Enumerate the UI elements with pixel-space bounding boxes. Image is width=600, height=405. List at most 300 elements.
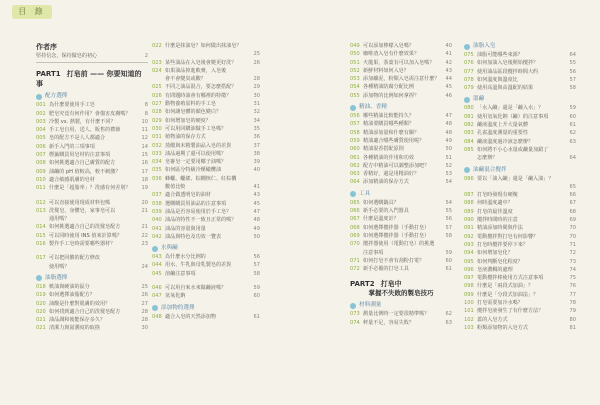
toc-entry[interactable] (464, 299, 576, 307)
entry-number: 096 (464, 266, 474, 273)
entry-title: 製作手工皂時需要哪些器材？ (49, 241, 116, 248)
entry-title (477, 183, 568, 191)
toc-entry[interactable] (464, 59, 576, 67)
toc-entry[interactable] (36, 263, 148, 271)
toc-entry[interactable] (350, 199, 452, 207)
entry-number: 008 (36, 160, 46, 167)
entry-page: 26 (253, 59, 260, 66)
entry-number: 028 (152, 109, 162, 116)
entry-number: 043 (152, 254, 162, 261)
toc-entry[interactable] (152, 100, 260, 108)
entry-number: 021 (36, 325, 46, 332)
toc-entry[interactable] (350, 145, 452, 153)
contents-badge: 目 錄 (12, 5, 52, 19)
entry-number: 059 (350, 137, 360, 144)
toc-entry[interactable] (152, 292, 260, 300)
toc-entry[interactable] (350, 59, 452, 67)
toc-entry[interactable]: 堅持信念，保持做皂的初心 2 (36, 53, 148, 59)
entry-title: 怎麼辦？ (477, 155, 498, 162)
entry-page: 16 (141, 160, 148, 167)
toc-entry[interactable] (464, 113, 576, 121)
entry-number: 049 (350, 43, 360, 49)
entry-title: 如何加油入皂後開始攪拌？ (477, 60, 539, 67)
entry-page: 12 (141, 135, 148, 142)
toc-entry[interactable] (464, 121, 576, 129)
toc-entry[interactable] (350, 232, 452, 240)
entry-number: 051 (350, 59, 360, 66)
entry-number: 050 (350, 51, 360, 58)
entry-title: 油品與特色及功效一覽表 (165, 233, 222, 240)
toc-entry[interactable] (350, 319, 452, 327)
toc-entry[interactable] (152, 92, 260, 100)
toc-entry[interactable] (464, 175, 576, 183)
toc-entry[interactable] (350, 67, 452, 75)
toc-entry[interactable] (152, 67, 260, 75)
toc-entry[interactable] (152, 158, 260, 166)
toc-entry[interactable] (350, 112, 452, 120)
toc-entry[interactable] (464, 76, 576, 84)
entry-number: 058 (350, 129, 360, 136)
entry-number: 067 (350, 216, 360, 223)
entry-page: 46 (445, 92, 452, 99)
entry-number: 031 (152, 134, 162, 141)
entry-title: 什麼是「超脂率」？洗感有何差別？ (49, 185, 131, 192)
toc-entry[interactable] (464, 224, 576, 232)
entry-title: 會不會變臭或酸？ (165, 76, 206, 83)
entry-title: 洗髮皂，身體皂，家事皂可以 (49, 207, 116, 214)
entry-page: 78 (569, 300, 576, 307)
toc-entry[interactable] (152, 284, 260, 292)
toc-entry[interactable] (464, 307, 576, 315)
entry-page: 21 (141, 224, 148, 231)
toc-entry[interactable] (152, 200, 260, 208)
toc-entry[interactable] (152, 183, 260, 191)
toc-entry[interactable] (350, 75, 452, 83)
entry-number: 044 (152, 262, 162, 269)
entry-number: 048 (152, 313, 162, 320)
entry-page: 29 (253, 84, 260, 91)
entry-number: 056 (350, 113, 360, 120)
entry-title: 電動攪拌棒使用方式注意事項 (477, 275, 544, 282)
section-bullet-icon (464, 44, 470, 50)
toc-entry[interactable] (464, 68, 576, 76)
toc-entry[interactable] (464, 266, 576, 274)
entry-number: 102 (464, 316, 474, 323)
toc-entry[interactable] (350, 310, 452, 318)
entry-page: 31 (253, 101, 260, 108)
toc-entry[interactable] (36, 110, 148, 118)
entry-number: 024 (152, 67, 162, 74)
entry-page: 40 (445, 43, 452, 49)
toc-entry[interactable] (36, 291, 148, 299)
toc-entry[interactable] (464, 216, 576, 224)
entry-page: 32 (253, 109, 260, 116)
toc-entry[interactable] (36, 254, 148, 262)
entry-number: 027 (152, 101, 162, 108)
toc-entry[interactable] (36, 159, 148, 167)
entry-page: 81 (569, 324, 576, 331)
toc-entry[interactable] (464, 249, 576, 257)
entry-title: 冷製 vs. 熱製，有什麼不同？ (49, 118, 116, 125)
entry-number: 002 (36, 110, 46, 117)
toc-entry[interactable] (464, 104, 576, 112)
entry-page: 55 (445, 208, 452, 215)
toc-entry[interactable] (152, 175, 260, 183)
entry-page: 59 (569, 105, 576, 112)
section-bullet-icon (464, 97, 470, 103)
toc-entry[interactable] (464, 324, 576, 332)
entry-number: 016 (36, 241, 46, 248)
toc-entry[interactable] (152, 50, 260, 58)
toc-entry[interactable] (152, 117, 260, 125)
entry-number: 005 (36, 135, 46, 142)
toc-entry[interactable] (350, 50, 452, 58)
toc-entry[interactable] (464, 316, 576, 324)
entry-page: 28 (253, 76, 260, 83)
entry-title: 添加物的比例如何拿捏？ (363, 92, 420, 99)
entry-page: 34 (253, 117, 260, 124)
toc-entry[interactable] (36, 199, 148, 207)
entry-number: 103 (464, 324, 474, 331)
entry-page: 10 (141, 118, 148, 125)
entry-page: 35 (253, 125, 260, 132)
toc-entry[interactable] (350, 154, 452, 162)
toc-entry[interactable] (152, 261, 260, 269)
entry-page: 64 (569, 52, 576, 58)
entry-number: 098 (464, 283, 474, 290)
toc-entry[interactable] (36, 126, 148, 134)
entry-number: 062 (350, 162, 360, 169)
preface-title: 作者序 (36, 43, 57, 51)
toc-entry[interactable] (36, 168, 148, 176)
toc-entry[interactable] (350, 215, 452, 223)
entry-number: 075 (464, 52, 474, 58)
toc-column-1 (36, 42, 148, 333)
entry-page: 63 (569, 138, 576, 145)
entry-title: 可以用自來水來做鹼液嗎？ (165, 285, 227, 292)
entry-number: 085 (464, 146, 474, 153)
toc-entry[interactable] (152, 270, 260, 278)
toc-entry[interactable] (464, 191, 576, 199)
toc-entry[interactable] (464, 129, 576, 137)
entry-page: 8 (144, 102, 148, 109)
entry-page: 43 (445, 67, 452, 74)
toc-entry[interactable] (152, 253, 260, 261)
entry-page: 15 (141, 152, 148, 159)
toc-entry[interactable] (152, 216, 260, 224)
toc-entry[interactable] (350, 83, 452, 91)
entry-number: 069 (350, 232, 360, 239)
toc-entry[interactable] (36, 143, 148, 151)
toc-entry[interactable] (350, 224, 452, 232)
entry-page: 47 (445, 113, 452, 120)
entry-title: 油鹼的 pH 值較高，較不刺激？ (49, 168, 121, 175)
entry-page: 42 (445, 59, 452, 66)
toc-entry[interactable] (350, 170, 452, 178)
entry-number: 023 (152, 59, 162, 66)
toc-entry[interactable] (464, 241, 576, 249)
toc-entry[interactable] (36, 223, 148, 231)
toc-entry[interactable] (36, 207, 148, 215)
entry-number: 095 (464, 258, 474, 265)
entry-title: 動物養殖原料的手工皂 (165, 101, 216, 108)
entry-title: 可以把回饋的配方修改 (49, 255, 100, 262)
toc-entry[interactable] (350, 265, 452, 273)
entry-page: 73 (569, 258, 576, 265)
entry-title: 如何增加皂的硬度？ (165, 117, 211, 124)
entry-page: 58 (253, 270, 260, 277)
entry-number: 006 (36, 143, 46, 150)
entry-number: 100 (464, 300, 474, 307)
entry-page: 20 (141, 199, 148, 206)
entry-page: 58 (445, 232, 452, 239)
entry-page: 19 (141, 185, 148, 192)
entry-page: 60 (253, 293, 260, 300)
entry-number: 009 (36, 168, 46, 175)
entry-page: 52 (445, 162, 452, 169)
toc-entry[interactable] (152, 42, 260, 50)
toc-column-2 (152, 42, 260, 321)
entry-page: 79 (569, 308, 576, 315)
toc-entry[interactable] (350, 249, 452, 257)
entry-page: 61 (569, 122, 576, 129)
toc-entry[interactable] (464, 138, 576, 146)
entry-page: 57 (445, 224, 452, 231)
toc-entry[interactable] (350, 162, 452, 170)
entry-page: 45 (445, 84, 452, 91)
entry-title: 溶鹼注意事項 (165, 270, 196, 277)
toc-entry[interactable] (350, 129, 452, 137)
entry-page: 43 (253, 192, 260, 199)
toc-entry[interactable] (36, 118, 148, 126)
toc-entry[interactable] (36, 308, 148, 316)
entry-number: 094 (464, 250, 474, 257)
toc-entry[interactable] (464, 208, 576, 216)
entry-page: 64 (569, 155, 576, 162)
entry-number: 081 (464, 113, 474, 120)
entry-number: 026 (152, 92, 162, 99)
entry-title: 適合做透明皂的油材 (165, 192, 211, 199)
entry-title: 為什麼水分比例的 (165, 254, 206, 261)
entry-title: 清潔力與滋潤度的取捨 (49, 325, 100, 332)
entry-number: 020 (36, 300, 46, 307)
toc-entry[interactable] (464, 146, 576, 154)
entry-number: 089 (464, 208, 474, 215)
toc-entry[interactable] (36, 176, 148, 184)
entry-page: 25 (253, 51, 260, 58)
entry-title: 如何選擇攪拌器（手動打皂） (363, 232, 430, 239)
entry-number: 057 (350, 121, 360, 128)
entry-number: 039 (152, 208, 162, 215)
toc-entry[interactable] (152, 313, 260, 321)
entry-title: 油品過期了還可以使用嗎？ (165, 150, 227, 157)
entry-number: 036 (152, 175, 162, 182)
entry-title: 鹼液溫度上升大量氣體 (477, 122, 528, 129)
entry-number: 004 (36, 127, 46, 134)
entry-title: 適合敏感肌膚的皂材 (49, 176, 95, 183)
entry-page: 60 (569, 113, 576, 120)
toc-entry[interactable] (36, 215, 148, 223)
toc-entry[interactable] (152, 225, 260, 233)
entry-page: 28 (141, 308, 148, 315)
toc-entry[interactable] (152, 142, 260, 150)
entry-title: 如何選購鍋具？ (363, 199, 399, 206)
entry-page: 27 (141, 300, 148, 307)
entry-number: 025 (152, 84, 162, 91)
entry-page: 61 (445, 266, 452, 273)
toc-entry[interactable] (36, 151, 148, 159)
entry-title: 測量比例時一定要很精準嗎？ (363, 311, 430, 318)
toc-entry[interactable] (350, 240, 452, 248)
entry-page: 67 (569, 200, 576, 207)
toc-entry[interactable] (464, 282, 576, 290)
entry-title: 氫氧化鈉 (165, 293, 186, 300)
entry-title: 適合入皂的天然添加物 (165, 313, 216, 320)
entry-title: 精油添加時間與作法 (477, 225, 523, 232)
entry-title: 數值比較 (165, 184, 186, 191)
entry-number: 080 (464, 105, 474, 112)
toc-entry[interactable] (464, 291, 576, 299)
entry-page: 30 (141, 325, 148, 332)
entry-title (165, 50, 252, 58)
entry-title: 為什麼要使用手工皂 (49, 102, 95, 109)
toc-entry[interactable] (152, 191, 260, 199)
section-bullet-icon (350, 105, 356, 111)
entry-title: 哪些精油比較能持久？ (363, 113, 414, 120)
toc-entry[interactable] (36, 134, 148, 142)
entry-number: 084 (464, 138, 474, 145)
entry-title: 油品調和後能保存多久？ (49, 317, 106, 324)
toc-entry[interactable] (36, 324, 148, 332)
toc-entry[interactable] (350, 207, 452, 215)
toc-entry[interactable] (464, 84, 576, 92)
toc-entry[interactable] (350, 120, 452, 128)
entry-number: 045 (152, 270, 162, 277)
entry-title: 如何增加皂化？ (477, 250, 513, 257)
entry-title: 蓋的入皂方式 (477, 316, 508, 323)
toc-entry[interactable] (350, 257, 452, 265)
entry-page: 25 (141, 283, 148, 290)
entry-title: 要以「油入鹼」還是「鹼入油」？ (477, 175, 554, 182)
toc-entry[interactable] (464, 274, 576, 282)
entry-number: 097 (464, 275, 474, 282)
entry-page: 48 (253, 217, 260, 224)
toc-entry[interactable] (36, 101, 148, 109)
toc-entry[interactable] (464, 199, 576, 207)
toc-entry[interactable] (152, 133, 260, 141)
entry-page: 48 (445, 129, 452, 136)
entry-title: 如何找到適合自己的洗髮皂配方 (49, 308, 121, 315)
entry-title: 通用嗎？ (49, 216, 70, 223)
entry-page: 38 (253, 150, 260, 157)
toc-entry[interactable] (36, 232, 148, 240)
toc-entry[interactable] (152, 75, 260, 83)
entry-number: 030 (152, 125, 162, 132)
entry-number: 038 (152, 200, 162, 207)
entry-title: 「水入鹼」還是「鹼入水」？ (477, 105, 544, 112)
toc-entry[interactable] (464, 233, 576, 241)
entry-title: 標籤購買用皂材的注意事項 (49, 152, 111, 159)
toc-entry[interactable] (152, 125, 260, 133)
toc-entry[interactable] (350, 92, 452, 100)
toc-entry[interactable] (152, 83, 260, 91)
section-bullet-icon (36, 94, 42, 100)
entry-page: 68 (569, 208, 576, 215)
toc-entry[interactable] (464, 154, 576, 162)
entry-title: 配方中精油可以調整添加吧？ (363, 162, 430, 169)
entry-page: 56 (253, 254, 260, 261)
section-heading: 油鹼混合攪拌 (464, 166, 576, 175)
entry-number: 064 (350, 179, 360, 186)
entry-page: 45 (253, 200, 260, 207)
entry-title: 精油添加量和什麼有關？ (363, 129, 420, 136)
entry-title: 如何選擇油脂配方？ (49, 292, 95, 299)
section-bullet-icon (152, 305, 158, 311)
entry-page: 36 (253, 134, 260, 141)
section-heading: 油脂選擇 (36, 274, 148, 283)
toc-entry[interactable] (36, 240, 148, 248)
entry-title: 孔雀溫度測量的重要性 (477, 130, 528, 137)
section-bullet-icon (464, 167, 470, 173)
entry-number: 088 (464, 200, 474, 207)
entry-title: 打皂時攪拌要停下來？ (477, 241, 528, 248)
entry-title: 使用嗎？ (49, 263, 70, 270)
toc-entry[interactable] (464, 258, 576, 266)
entry-title: 鹼液溫度過冷該怎麼辦？ (477, 138, 534, 145)
part2-subtitle: 掌握不失敗的製皂技巧 (368, 289, 434, 298)
toc-entry[interactable] (152, 166, 260, 174)
toc-entry[interactable] (152, 150, 260, 158)
entry-page: 58 (569, 85, 576, 92)
entry-number: 091 (464, 225, 474, 232)
entry-title: 軟油與硬油的區分 (49, 283, 90, 290)
toc-entry[interactable] (36, 283, 148, 291)
entry-title: 香精好，還是用精油好？ (363, 171, 420, 178)
entry-page: 11 (141, 127, 148, 134)
entry-page: 30 (253, 92, 260, 99)
toc-entry[interactable] (152, 208, 260, 216)
toc-entry[interactable] (152, 59, 260, 67)
entry-title: 可以直接使用現成材料包嗎 (49, 199, 111, 206)
entry-page: 66 (569, 192, 576, 199)
toc-entry[interactable] (350, 42, 452, 50)
entry-title: 使用氫氧化鈉（鹼）的注意事項 (477, 113, 549, 120)
toc-entry[interactable] (464, 51, 576, 59)
entry-title: 使用高溫與高溫配的結果 (477, 85, 534, 92)
entry-title: 如何打皂不會有刮粉打電？ (363, 257, 425, 264)
entry-title: 如何將不小心水量或鹼量加錯了 (477, 146, 549, 153)
entry-page: 14 (141, 143, 148, 150)
toc-column-3 (350, 42, 452, 327)
entry-page: 57 (253, 262, 260, 269)
toc-entry[interactable] (152, 108, 260, 116)
entry-title: 新手入門的三項事項 (49, 143, 95, 150)
entry-title: 選購購買用油品的注意事項 (165, 200, 227, 207)
toc-entry[interactable] (152, 233, 260, 241)
toc-entry[interactable] (36, 316, 148, 324)
toc-entry[interactable] (350, 178, 452, 186)
toc-entry[interactable] (464, 183, 576, 191)
entry-number: 020 (36, 308, 46, 315)
toc-entry[interactable] (350, 137, 452, 145)
entry-page: 65 (569, 183, 576, 190)
entry-page: 51 (445, 154, 452, 161)
toc-entry[interactable] (36, 300, 148, 308)
entry-page: 23 (141, 241, 148, 248)
toc-entry[interactable] (36, 184, 148, 192)
entry-number: 083 (464, 130, 474, 137)
entry-number: 021 (36, 317, 46, 324)
